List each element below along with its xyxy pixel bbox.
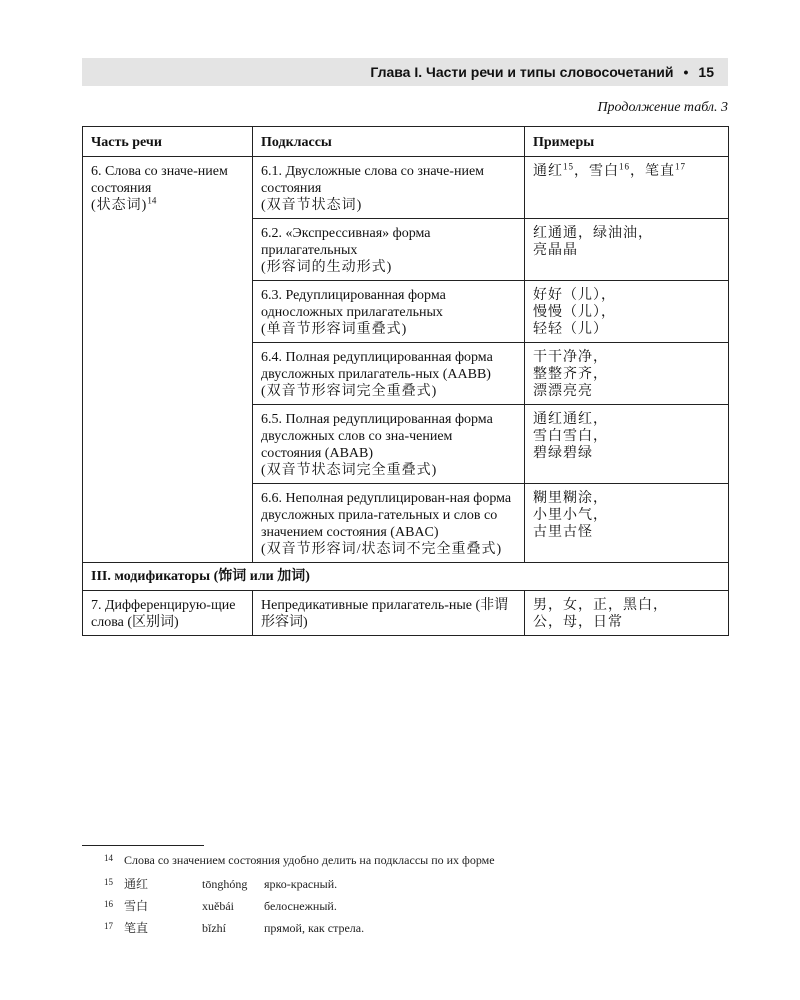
example-line: 亮晶晶 [533,243,578,258]
footnote [104,897,724,919]
footnote-ref: 14 [147,195,157,206]
subclass-label-zh: (形容词的生动形式) [261,260,393,275]
example-line: 通红通红， [533,412,608,427]
subclass-label-zh: (单音节形容词重叠式) [261,322,408,337]
examples-cell [525,219,729,281]
subclass-label-zh: (双音节状态词完全重叠式) [261,463,438,478]
example-line: 轻轻（儿） [533,322,608,337]
continuation-label: Продолжение табл. 3 [597,100,728,115]
table-row [83,157,729,219]
example-line: 公，母，日常 [533,615,623,630]
column-header: Часть речи [83,127,253,157]
bullet-separator: • [683,64,689,80]
example-word: 雪白 [589,164,619,179]
footnote-text: Слова со значением состояния удобно делить на подклассы по их форме [124,853,495,867]
footnote-word: 通红 [124,877,149,891]
footnote-pinyin: tōnghóng [202,877,248,891]
footnote-number: 15 [104,877,113,887]
column-header: Примеры [525,127,729,157]
footnote [104,853,724,875]
example-line: 漂漂亮亮 [533,384,593,399]
table-row [83,591,729,636]
footnotes [104,853,724,941]
footnote-meaning: ярко-красный. [264,877,338,891]
page-number: 15 [698,64,714,80]
footnote-meaning: прямой, как стрела. [264,921,365,935]
part-of-speech-cell: 7. Дифференцирую-щие слова (区别词) [83,591,253,636]
examples-cell [525,343,729,405]
example-line: 古里古怪 [533,525,593,540]
example-line: 碧绿碧绿 [533,446,593,461]
footnote-number: 14 [104,853,113,863]
footnote [104,919,724,941]
subclass-label-zh: (双音节状态词) [261,198,363,213]
subclass-label-zh: (双音节形容词/状态词不完全重叠式) [261,542,503,557]
part-of-speech-label: 6. Слова со значе-нием состояния [91,164,228,196]
example-word: 笔直 [645,164,675,179]
footnote-number: 16 [104,899,113,909]
subclass-label: 6.2. «Экспрессивная» форма прилагательных [261,226,431,258]
example-separator: ， [630,164,645,179]
footnote-ref: 17 [675,161,686,172]
chapter-title: Глава I. Части речи и типы словосочетаний [370,64,674,80]
examples-cell [525,591,729,636]
subclass-cell [253,281,525,343]
footnote-word: 雪白 [124,899,149,913]
subclass-label-zh: (双音节形容词完全重叠式) [261,384,438,399]
subclass-cell [253,219,525,281]
example-line: 干干净净， [533,350,608,365]
subclass-cell [253,405,525,484]
footnote-meaning: белоснежный. [264,899,337,913]
subclass-cell [253,343,525,405]
subclass-cell [253,484,525,563]
example-line: 红通通，绿油油， [533,226,653,241]
subclass-label: 6.1. Двусложные слова со значе-нием состояния [261,164,485,196]
column-header: Подклассы [253,127,525,157]
footnote-divider [82,845,204,846]
examples-cell [525,484,729,563]
running-head [82,58,728,86]
footnote-pinyin: bǐzhí [202,921,226,935]
footnote-pinyin: xuěbái [202,899,234,913]
example-line: 慢慢（儿）， [533,305,616,320]
part-of-speech-cell [83,157,253,563]
example-line: 小里小气， [533,508,608,523]
footnote-word: 笔直 [124,921,149,935]
examples-cell [525,405,729,484]
example-line: 男，女，正，黑白， [533,598,668,613]
example-line: 糊里糊涂， [533,491,608,506]
example-word: 通红 [533,164,563,179]
table-header-row [83,127,729,157]
subclass-label: 6.4. Полная редуплицированная форма двусложных прилагатель-ных (AABB) [261,350,493,382]
example-separator: ， [574,164,589,179]
subclass-cell [253,157,525,219]
subclass-label: 6.5. Полная редуплицированная форма двусложных слов со зна-чением состояния (ABAB) [261,412,493,461]
subclass-label: 6.6. Неполная редуплицирован-ная форма двусложных прила-гательных и слов со значением состояния (ABAC) [261,491,512,540]
examples-cell [525,157,729,219]
subclass-label: 6.3. Редуплицированная форма односложных прилагательных [261,288,446,320]
section-row [83,563,729,591]
footnote-number: 17 [104,921,113,931]
example-line: 雪白雪白， [533,429,608,444]
footnote-ref: 15 [563,161,574,172]
footnote-ref: 16 [619,161,630,172]
part-of-speech-label-zh: (状态词) [91,198,148,213]
example-line: 整整齐齐， [533,367,608,382]
footnote [104,875,724,897]
parts-of-speech-table [82,126,729,636]
example-line: 好好（儿）， [533,288,616,303]
section-heading: III. модификаторы (饰词 или 加词) [83,563,729,591]
subclass-cell: Непредикативные прилагатель-ные (非谓形容词) [253,591,525,636]
examples-cell [525,281,729,343]
